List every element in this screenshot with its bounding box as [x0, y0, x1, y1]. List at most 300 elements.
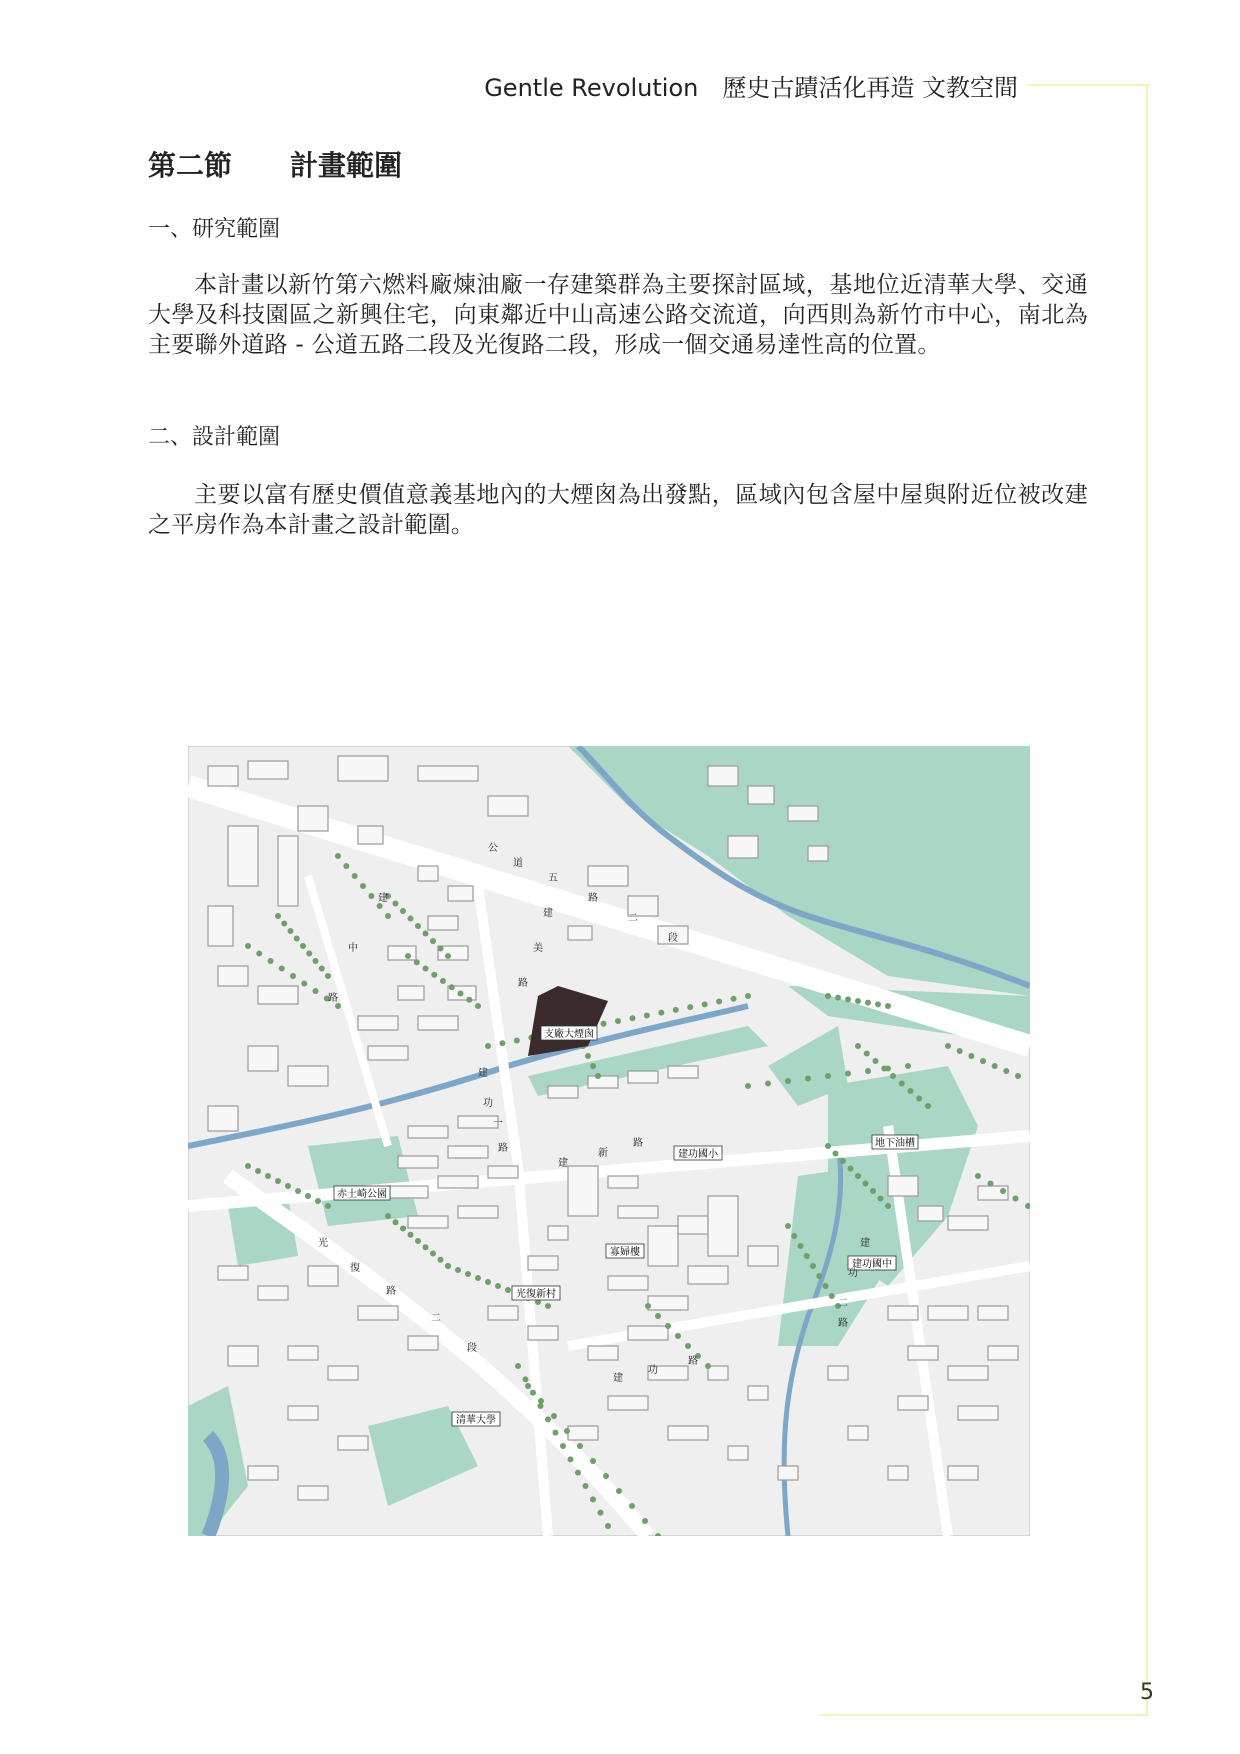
map-building: [458, 1206, 498, 1218]
map-tree: [295, 1188, 301, 1194]
map-tree: [553, 1430, 559, 1436]
map-tree: [485, 1043, 491, 1049]
map-tree: [785, 1223, 791, 1229]
map-building: [428, 916, 458, 930]
map-tree: [765, 1081, 771, 1087]
map-tree: [590, 1063, 596, 1069]
map-tree: [878, 1196, 884, 1202]
map-building: [228, 826, 258, 886]
map-building: [708, 766, 738, 786]
map-tree: [431, 972, 437, 978]
map-tree: [905, 1063, 911, 1069]
map-tree: [925, 1103, 931, 1109]
road-label-char: 五: [548, 873, 558, 884]
section-title: [148, 144, 402, 184]
map-tree: [405, 953, 411, 959]
map-building: [628, 1326, 668, 1340]
map-building: [288, 1346, 318, 1360]
map-building: [358, 1016, 398, 1030]
map-tree: [495, 1283, 501, 1289]
map-tree: [288, 928, 294, 934]
map-tree: [265, 1173, 271, 1179]
map-building: [278, 836, 298, 906]
map-tree: [988, 1181, 994, 1187]
map-building: [608, 1276, 648, 1290]
map-tree: [791, 1233, 797, 1239]
map-tree: [414, 959, 420, 965]
map-tree: [798, 1243, 804, 1249]
map-tree: [335, 853, 341, 859]
map-building: [448, 886, 473, 901]
road-label-char: 公: [488, 843, 498, 854]
label-chitukai-park-text: 赤土崎公園: [337, 1189, 387, 1200]
map-tree: [313, 988, 319, 994]
map-tree: [245, 943, 251, 949]
map-tree: [863, 1181, 869, 1187]
road-label-char: 建: [860, 1238, 870, 1249]
map-tree: [275, 1178, 281, 1184]
map-tree: [601, 1021, 607, 1027]
map-building: [228, 1346, 258, 1366]
map-tree: [408, 916, 414, 922]
road-label-char: 建: [478, 1068, 488, 1079]
map-building: [788, 806, 818, 821]
map-tree: [848, 1166, 854, 1172]
map-tree: [885, 1003, 891, 1009]
map-tree: [745, 993, 751, 999]
map-building: [588, 866, 628, 886]
frame-decoration-top: [1028, 84, 1150, 86]
map-tree: [285, 1183, 291, 1189]
map-tree: [629, 1015, 635, 1021]
frame-decoration-bottom: [820, 1714, 1148, 1716]
label-chimney-text: 支廠大煙囪: [544, 1029, 594, 1040]
label-chitukai-park: [334, 1186, 390, 1200]
map-tree: [829, 1293, 835, 1299]
map-tree: [881, 1066, 887, 1072]
map-tree: [890, 1073, 896, 1079]
map-building: [358, 1306, 398, 1320]
map-tree: [560, 1443, 566, 1449]
map-tree: [423, 1244, 429, 1250]
map-tree: [475, 1003, 481, 1009]
map-building: [208, 766, 238, 786]
map-tree: [825, 1143, 831, 1149]
map-tree: [415, 1238, 421, 1244]
map-tree: [810, 1263, 816, 1269]
map-building: [588, 1346, 618, 1360]
map-tree: [445, 953, 451, 959]
map-tree: [385, 1213, 391, 1219]
road-label-char: 復: [350, 1263, 360, 1274]
road-label-char: 路: [688, 1356, 698, 1367]
map-building: [358, 826, 383, 844]
label-tsinghua-university-text: 清華大學: [456, 1415, 496, 1426]
map-building: [298, 1486, 328, 1500]
map-tree: [642, 1518, 648, 1524]
map-building: [258, 986, 298, 1004]
map-tree: [885, 1203, 891, 1209]
map-building: [898, 1396, 928, 1410]
map-tree: [319, 966, 325, 972]
map-building: [928, 1306, 968, 1320]
map-building: [608, 1176, 638, 1188]
map-building: [988, 1346, 1018, 1360]
map-tree: [845, 1071, 851, 1077]
map-tree: [343, 863, 349, 869]
map-tree: [315, 1198, 321, 1204]
map-building: [708, 1366, 728, 1380]
map-tree: [840, 1158, 846, 1164]
map-building: [488, 1166, 518, 1178]
map-tree: [835, 995, 841, 1001]
map-tree: [415, 923, 421, 929]
frame-decoration-right: [1146, 84, 1148, 1716]
map-tree: [505, 1287, 511, 1293]
map-building: [248, 1046, 278, 1071]
map-tree: [455, 1267, 461, 1273]
map-tree: [957, 1048, 963, 1054]
map-building: [338, 1436, 368, 1450]
road-label-char: 道: [513, 858, 523, 869]
map-tree: [538, 1398, 544, 1404]
map-tree: [499, 1040, 505, 1046]
road-label-char: 段: [467, 1343, 477, 1354]
map-building: [748, 1246, 778, 1266]
subsection-heading-research-scope: 一、研究範圍: [148, 217, 281, 242]
map-tree: [306, 951, 312, 957]
map-building: [848, 1426, 868, 1440]
map-tree: [423, 931, 429, 937]
map-tree: [575, 1470, 581, 1476]
map-tree: [545, 1416, 551, 1422]
site-map-graphic: [188, 746, 1030, 1536]
map-building: [418, 766, 478, 781]
map-building: [668, 1426, 708, 1440]
map-tree: [675, 1333, 681, 1339]
map-building: [948, 1366, 988, 1380]
map-building: [288, 1066, 328, 1086]
map-building: [298, 806, 328, 831]
road-label-char: 建: [543, 908, 553, 919]
map-tree: [551, 1413, 557, 1419]
map-building: [548, 1086, 578, 1098]
map-building: [418, 866, 438, 881]
map-tree: [449, 984, 455, 990]
map-tree: [673, 1007, 679, 1013]
map-tree: [400, 908, 406, 914]
map-building: [648, 1296, 688, 1310]
map-building: [548, 1226, 568, 1240]
road-label-char: 功: [648, 1365, 658, 1376]
map-building: [888, 1306, 918, 1320]
map-building: [888, 1176, 918, 1196]
map-tree: [875, 1001, 881, 1007]
map-tree: [568, 1456, 574, 1462]
map-tree: [430, 1251, 436, 1257]
map-tree: [845, 996, 851, 1002]
map-tree: [245, 1163, 251, 1169]
map-building: [408, 1336, 438, 1350]
road-label-char: 功: [483, 1098, 493, 1109]
map-tree: [1013, 1196, 1019, 1202]
map-tree: [475, 1275, 481, 1281]
map-building: [448, 1146, 488, 1158]
map-building: [388, 1186, 428, 1198]
map-tree: [980, 1058, 986, 1064]
map-building: [908, 1346, 938, 1360]
map-building: [528, 1256, 558, 1270]
map-tree: [1003, 1068, 1009, 1074]
site-map: [188, 746, 1030, 1536]
label-widow-building-text: 寡婦樓: [610, 1247, 640, 1258]
map-tree: [864, 1051, 870, 1057]
map-building: [398, 1156, 438, 1168]
map-tree: [545, 1303, 551, 1309]
map-tree: [564, 1428, 570, 1434]
map-building: [308, 1266, 338, 1286]
map-tree: [603, 1473, 609, 1479]
map-tree: [816, 1273, 822, 1279]
map-tree: [294, 936, 300, 942]
road-label-char: 光: [318, 1238, 328, 1249]
map-tree: [458, 991, 464, 997]
map-tree: [731, 996, 737, 1002]
header-english-title: Gentle Revolution: [484, 74, 699, 102]
map-building: [408, 1126, 448, 1138]
road-label-char: 路: [838, 1318, 848, 1329]
map-building: [438, 1176, 478, 1188]
map-building: [748, 786, 774, 804]
map-tree: [825, 993, 831, 999]
road-label-char: 建: [378, 893, 388, 904]
label-widow-building: [606, 1244, 644, 1258]
map-tree: [687, 1004, 693, 1010]
map-building: [338, 756, 388, 781]
map-tree: [685, 1343, 691, 1349]
map-tree: [899, 1081, 905, 1087]
map-building: [778, 1466, 798, 1480]
road-label-char: 建: [613, 1373, 623, 1384]
map-tree: [438, 1257, 444, 1263]
road-label-char: 二: [431, 1313, 441, 1324]
map-building: [218, 966, 248, 986]
map-building: [588, 1076, 618, 1088]
map-building: [608, 1396, 648, 1410]
road-label-char: 新: [598, 1148, 608, 1159]
map-building: [568, 926, 592, 940]
subsection-heading-design-scope: 二、設計範圍: [148, 425, 281, 450]
map-tree: [705, 1363, 711, 1369]
map-tree: [440, 978, 446, 984]
road-label-char: 建: [558, 1158, 568, 1169]
label-tsinghua-university: [452, 1412, 500, 1426]
map-tree: [465, 1271, 471, 1277]
map-tree: [745, 1083, 751, 1089]
map-building: [388, 946, 416, 960]
map-building: [248, 761, 288, 779]
paragraph-research-scope: 本計畫以新竹第六燃料廠煉油廠一存建築群為主要探討區域，基地位近清華大學、交通大學及科技園區之新興住宅，向東鄰近中山高速公路交流道，向西則為新竹市中心，南北為主要聯外道路 - 公道五路二段及光復路二段，形成一個交通易達性高的位置。: [148, 272, 1088, 358]
map-tree: [804, 1253, 810, 1259]
map-tree: [325, 1203, 331, 1209]
map-tree: [805, 1076, 811, 1082]
paragraph-design-scope: 主要以富有歷史價值意義基地內的大煙囪為出發點，區域內包含屋中屋與附近位被改建之平房作為本計畫之設計範圍。: [148, 482, 1088, 538]
map-building: [258, 1286, 288, 1300]
map-building: [978, 1306, 1008, 1320]
map-tree: [873, 1058, 879, 1064]
map-building: [958, 1406, 998, 1420]
map-tree: [275, 913, 281, 919]
map-building: [288, 1406, 318, 1420]
map-tree: [908, 1088, 914, 1094]
label-guangfu-village-text: 光復新村: [516, 1289, 556, 1300]
road-label-char: 路: [518, 978, 528, 989]
map-tree: [785, 1078, 791, 1084]
map-building: [408, 1216, 448, 1228]
map-tree: [968, 1053, 974, 1059]
running-header: [484, 68, 1018, 103]
map-tree: [360, 883, 366, 889]
map-tree: [595, 1073, 601, 1079]
map-tree: [702, 1001, 708, 1007]
map-building: [528, 1326, 558, 1340]
map-tree: [825, 1073, 831, 1079]
map-tree: [393, 901, 399, 907]
map-building: [418, 1016, 458, 1030]
map-building: [688, 1266, 728, 1284]
map-tree: [655, 1313, 661, 1319]
map-tree: [256, 951, 262, 957]
map-tree: [281, 921, 287, 927]
map-building: [948, 1466, 978, 1480]
label-jiangong-elementary: [674, 1146, 722, 1160]
map-tree: [865, 1000, 871, 1006]
map-tree: [393, 1219, 399, 1225]
map-tree: [523, 1376, 529, 1382]
map-tree: [290, 973, 296, 979]
map-tree: [514, 1037, 520, 1043]
map-tree: [855, 998, 861, 1004]
map-building: [728, 836, 758, 858]
map-tree: [605, 1523, 611, 1529]
road-label-char: 二: [628, 913, 638, 924]
map-tree: [368, 893, 374, 899]
map-building: [248, 1466, 278, 1480]
map-building: [888, 1466, 908, 1480]
map-tree: [438, 946, 444, 952]
map-tree: [598, 1510, 604, 1516]
road-label-char: 路: [386, 1286, 396, 1297]
section-name: 計畫範圍: [290, 149, 403, 182]
page-number: 5: [1140, 1680, 1154, 1705]
road-label-char: 功: [848, 1268, 858, 1279]
map-tree: [644, 1012, 650, 1018]
map-building: [748, 1386, 768, 1400]
map-tree: [352, 873, 358, 879]
map-tree: [530, 1390, 536, 1396]
map-tree: [485, 1279, 491, 1285]
map-tree: [268, 958, 274, 964]
map-tree: [585, 1053, 591, 1059]
map-tree: [301, 981, 307, 987]
map-tree: [833, 1151, 839, 1157]
label-jiangong-junior-high-text: 建功國中: [852, 1259, 892, 1270]
map-tree: [870, 1188, 876, 1194]
label-underground-tank: [872, 1135, 918, 1149]
map-tree: [385, 913, 391, 919]
map-building: [568, 1166, 598, 1216]
road-label-char: 段: [668, 933, 678, 944]
map-tree: [823, 1283, 829, 1289]
map-building: [208, 906, 233, 946]
map-tree: [916, 1096, 922, 1102]
map-tree: [445, 1263, 451, 1269]
map-tree: [1000, 1188, 1006, 1194]
map-tree: [525, 1383, 531, 1389]
label-underground-tank-text: 地下油槽: [875, 1138, 915, 1149]
road-label-char: 一: [493, 1118, 503, 1129]
map-tree: [408, 1232, 414, 1238]
road-label-char: 美: [533, 943, 543, 954]
map-tree: [279, 966, 285, 972]
section-number: 第二節: [148, 149, 233, 182]
map-tree: [466, 997, 472, 1003]
road-label-char: 路: [498, 1143, 508, 1154]
map-tree: [515, 1363, 521, 1369]
map-tree: [583, 1483, 589, 1489]
map-tree: [255, 1168, 261, 1174]
road-label-char: 路: [328, 993, 338, 1004]
map-tree: [423, 966, 429, 972]
map-building: [458, 1116, 498, 1128]
map-tree: [313, 958, 319, 964]
map-building: [918, 1206, 943, 1221]
map-tree: [645, 1303, 651, 1309]
map-building: [208, 1106, 238, 1131]
map-tree: [665, 1323, 671, 1329]
map-tree: [716, 999, 722, 1005]
label-jiangong-elementary-text: 建功國小: [678, 1149, 718, 1160]
road-label-char: 路: [633, 1138, 643, 1149]
map-building: [368, 1046, 408, 1060]
map-building: [218, 1266, 248, 1280]
map-tree: [975, 1173, 981, 1179]
map-tree: [305, 1193, 311, 1199]
map-building: [618, 1206, 658, 1218]
label-guangfu-village: [512, 1286, 560, 1300]
map-building: [488, 796, 528, 816]
road-label-char: 路: [588, 893, 598, 904]
map-building: [828, 1366, 848, 1380]
road-label-char: 中: [348, 943, 358, 954]
map-tree: [865, 1068, 871, 1074]
map-tree: [430, 938, 436, 944]
map-tree: [629, 1503, 635, 1509]
map-building: [628, 1071, 658, 1083]
map-building: [488, 1306, 518, 1320]
map-tree: [616, 1488, 622, 1494]
map-tree: [400, 1226, 406, 1232]
map-building: [948, 1216, 988, 1230]
map-tree: [325, 973, 331, 979]
map-building: [728, 1446, 748, 1460]
map-tree: [590, 1458, 596, 1464]
label-chimney: [541, 1026, 597, 1040]
map-building: [668, 1066, 698, 1078]
map-building: [678, 1216, 708, 1234]
map-tree: [855, 1173, 861, 1179]
map-tree: [855, 1043, 861, 1049]
